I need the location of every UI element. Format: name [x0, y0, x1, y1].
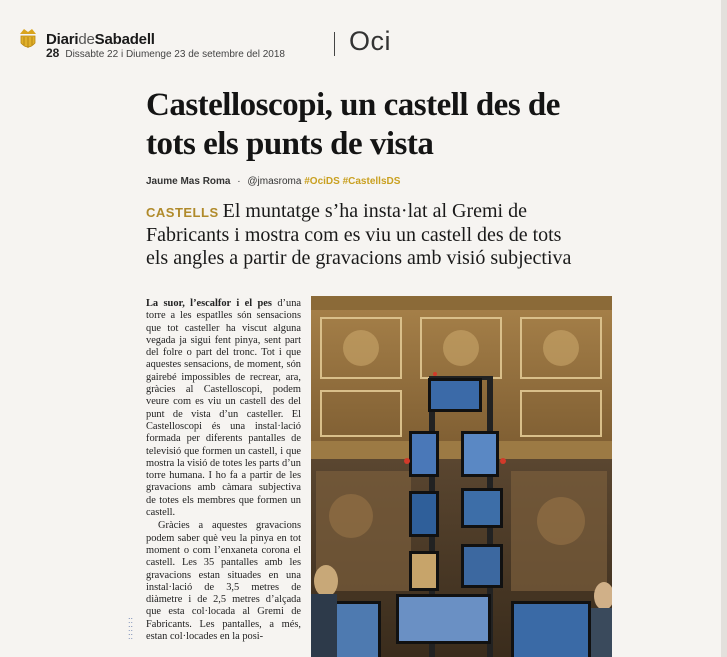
photo-castelloscopi-icon	[311, 296, 612, 657]
brand-part-1: Diari	[46, 30, 79, 48]
hashtags: #OciDS #CastellsDS	[304, 176, 401, 187]
author-handle: @jmasroma	[247, 176, 302, 187]
brand-part-2: de	[78, 30, 95, 48]
body-column	[146, 298, 301, 644]
brand-name	[46, 31, 155, 48]
kicker: CASTELLS	[146, 205, 219, 220]
section-divider	[334, 32, 335, 56]
paragraph-1-text: d’una torre a les espatlles són sensacions que tot casteller ha viscut alguna vegada ja sigui fent pinya, sent part del folre o part del tronc. Tot i que aquestes sensacions, de moment, són gairebé impossibles de recrear, ara, gràcies al Castelloscopi, podem veure com es viu un castell des del punt de vista d’un casteller. El Castelloscopi és una instal·lació formada per diferents pantalles de televisió que formen un castell, i que mostra la visió de totes les parts d’un torre humana. I ho fa a partir de les gravacions amb càmara subjectiva de totes els membres que formen un castell.	[146, 298, 302, 519]
crest-logo-icon	[18, 26, 38, 52]
author-name: Jaume Mas Roma	[146, 176, 231, 187]
page-number: 28	[46, 46, 60, 60]
paragraph-2: Gràcies a aquestes gravacions podem saber què veu la pinya en tot moment o com l’enxaneta corona el castell. Les 35 pantalles amb les gravacions estan situades en una instal·lació de 3,5 metres de diàmetre i de 2,5 metres d’alçada que esta col·locada al Gremi de Fabricants. Les pantalles, a més, estan col·locades en la posi-	[146, 520, 301, 643]
standfirst	[146, 200, 586, 270]
paragraph-1	[146, 298, 301, 519]
brand-part-3: Sabadell	[94, 30, 155, 48]
headline: Castelloscopi, un castell des de tots els punts de vista	[146, 87, 560, 162]
lead-in: La suor, l’escalfor i el pes	[146, 298, 272, 309]
byline-separator: ·	[237, 176, 241, 187]
article-photo	[311, 296, 612, 657]
standfirst-text: El muntatge s’ha insta·lat al Gremi de Fabricants i mostra com es viu un castell des de tots els angles a partir de gravacions amb visió subjectiva	[146, 200, 572, 269]
section-title: Oci	[349, 26, 391, 56]
page-edge	[721, 0, 727, 657]
margin-dots: :: :: ::	[128, 615, 134, 641]
issue-date: Dissabte 22 i Diumenge 23 de setembre del 2018	[65, 49, 285, 60]
dateline	[46, 46, 285, 60]
byline	[146, 176, 400, 187]
